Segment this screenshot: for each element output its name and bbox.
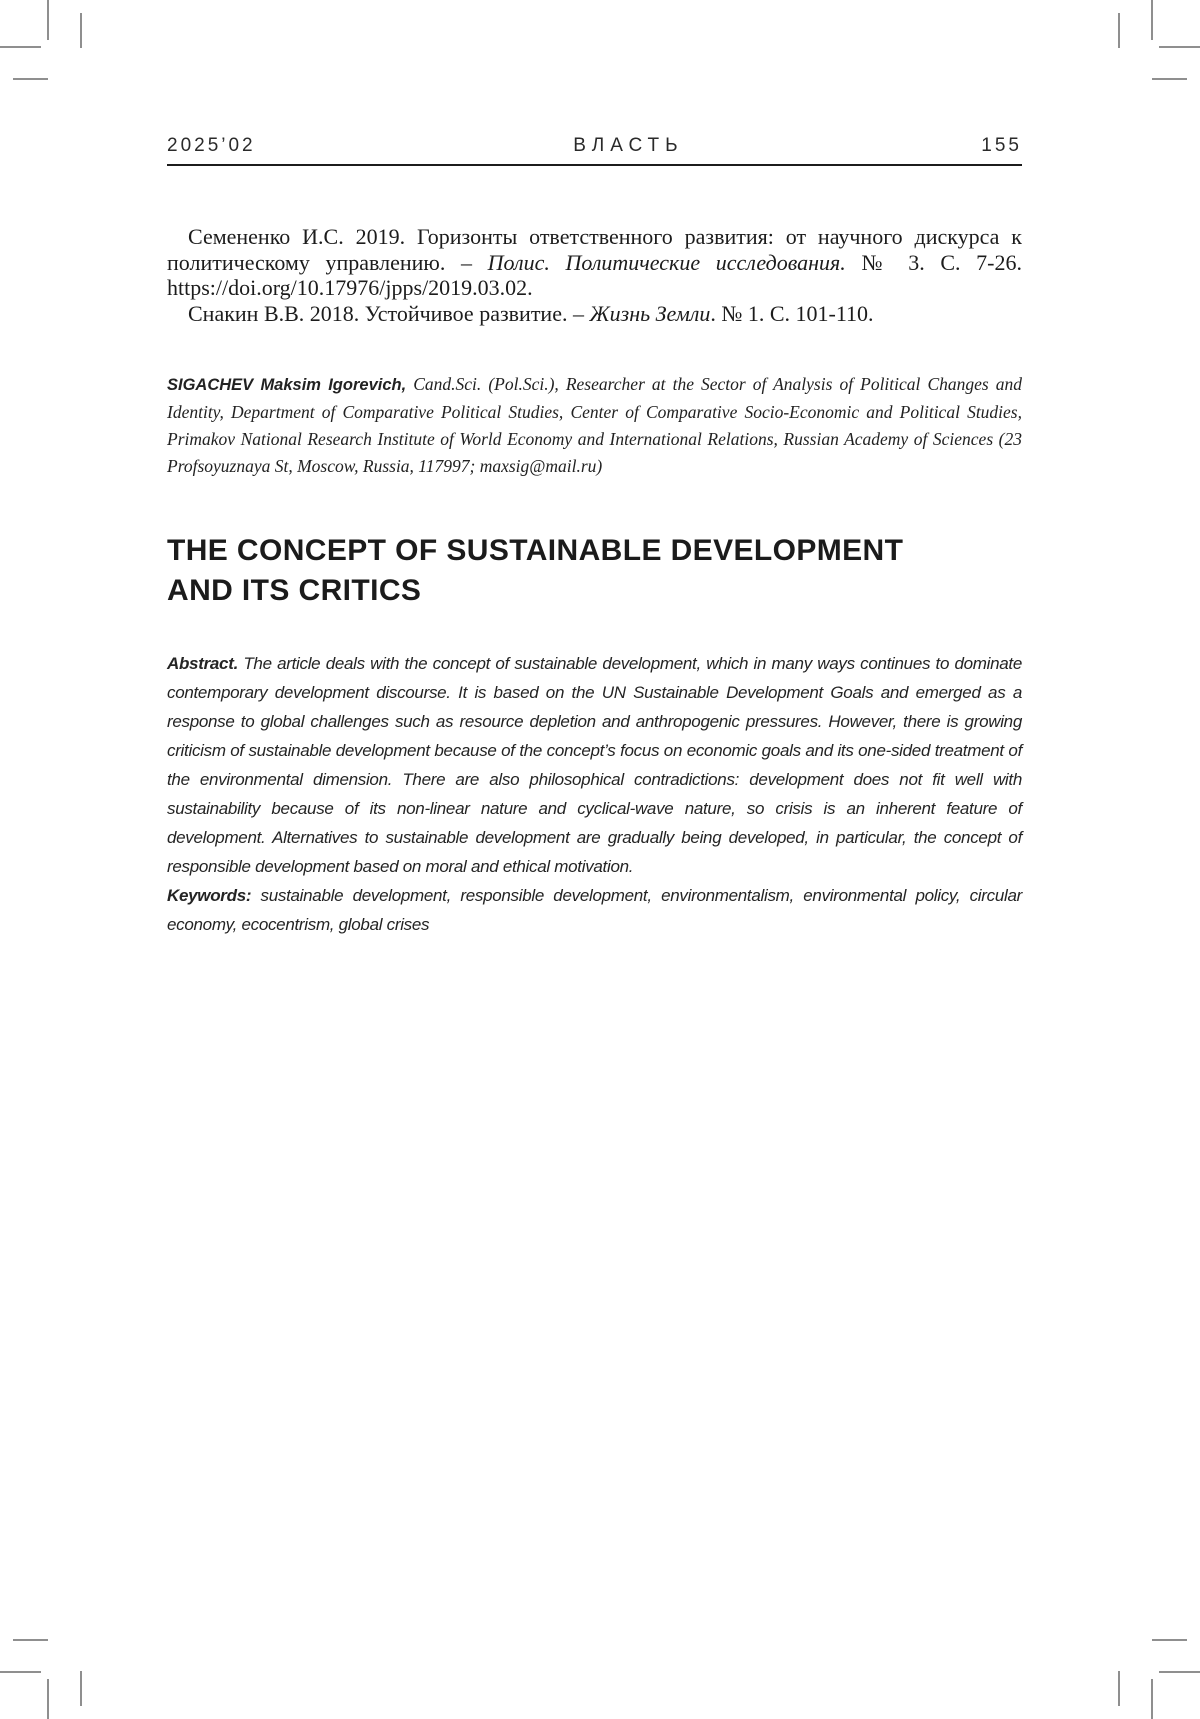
article-title-line1: THE CONCEPT OF SUSTAINABLE DEVELOPMENT [167,534,904,567]
reference-journal-name: Жизнь Земли [589,300,711,326]
journal-title: ВЛАСТЬ [573,135,684,156]
reference-text: . № 1. С. 101-110. [710,300,874,326]
reference-journal-name: Полис. Политические исследования. [487,249,846,275]
reference-item [167,224,1022,301]
running-head [167,134,1022,158]
crop-mark-bottom-right-horizontal-outer [1159,1671,1200,1673]
crop-mark-bottom-left-vertical-inner [80,1671,82,1706]
crop-mark-top-right-horizontal-outer [1159,46,1200,48]
author-info [167,371,1022,480]
reference-text: Семененко И.С. 2019. Горизонты ответственного развития: от научного дискурса к политическому управлению. – [167,224,1022,275]
article-title [167,531,1022,611]
author-affiliation: Cand.Sci. (Pol.Sci.), Researcher at the Sector of Analysis of Political Changes and Identity, Department of Comparative Political Studies, Center of Comparative Socio-Economic and Political Studies, Primakov National Research Institute of World Economy and International Relations, Russian Academy of Sciences (23 Profsoyuznaya St, Moscow, Russia, 117997; maxsig@mail.ru) [167,374,1022,476]
crop-mark-bottom-right-vertical-outer [1151,1679,1153,1719]
crop-mark-top-left-vertical-outer [47,0,49,40]
abstract-paragraph [167,649,1022,881]
crop-mark-top-left-horizontal-outer [0,46,41,48]
crop-mark-top-left-vertical-inner [80,13,82,48]
reference-text: Снакин В.В. 2018. Устойчивое развитие. – [188,300,590,326]
abstract-section [167,649,1022,939]
crop-mark-bottom-left-horizontal-outer [0,1671,41,1673]
crop-mark-bottom-left-vertical-outer [47,1679,49,1719]
crop-mark-top-left-horizontal-inner [13,78,48,80]
crop-mark-bottom-right-horizontal-inner [1152,1639,1187,1641]
page-number: 155 [981,135,1022,156]
issue-label: 2025’02 [167,135,256,156]
keywords-text: sustainable development, responsible development, environmentalism, environmental policy, circular economy, ecocentrism, global crises [167,886,1022,934]
author-name: SIGACHEV Maksim Igorevich, [167,376,407,394]
abstract-text: The article deals with the concept of sustainable development, which in many ways continues to dominate contemporary development discourse. It is based on the UN Sustainable Development Goals and emerged as a response to global challenges such as resource depletion and anthropogenic pressures. However, there is growing criticism of sustainable development because of the concept’s focus on economic goals and its one-sided treatment of the environmental dimension. There are also philosophical contradictions: development does not fit well with sustainability because of its non-linear nature and cyclical-wave nature, so crisis is an inherent feature of development. Alternatives to sustainable development are gradually being developed, in particular, the concept of responsible development based on moral and ethical motivation. [167,654,1022,876]
keywords-label: Keywords: [167,886,252,905]
reference-item [167,301,1022,327]
crop-mark-top-right-vertical-outer [1151,0,1153,40]
crop-mark-top-right-horizontal-inner [1152,78,1187,80]
references-section [167,224,1022,326]
abstract-label: Abstract. [167,654,238,673]
crop-mark-top-right-vertical-inner [1118,13,1120,48]
crop-mark-bottom-right-vertical-inner [1118,1671,1120,1706]
keywords-paragraph [167,881,1022,939]
article-title-line2: AND ITS CRITICS [167,574,422,607]
header-rule [167,164,1022,166]
crop-mark-bottom-left-horizontal-inner [13,1639,48,1641]
reference-text: № 3. С. 7-26. https://doi.org/10.17976/jpps/2019.03.02. [167,249,1022,300]
